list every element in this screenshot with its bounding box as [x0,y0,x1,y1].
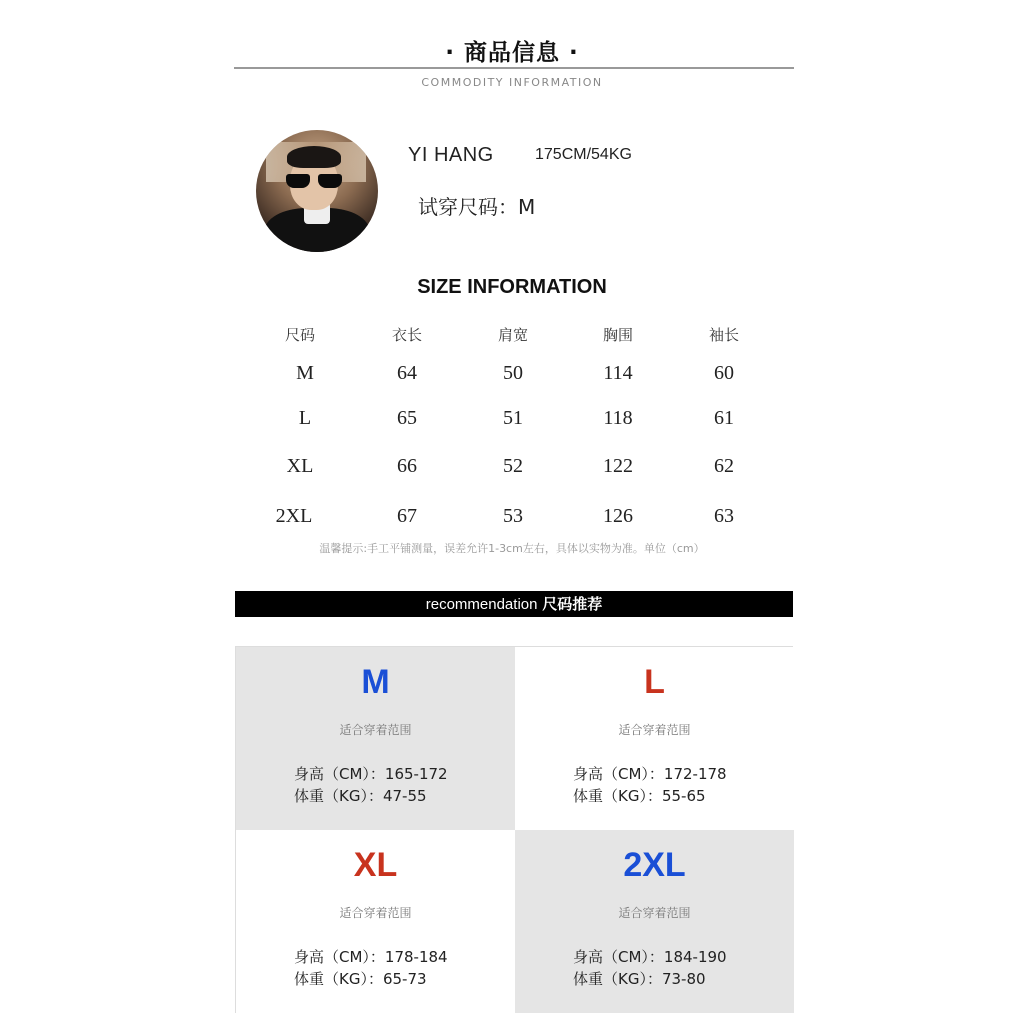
table-cell: 53 [503,505,523,527]
recommendation-label-cn: 尺码推荐 [542,595,603,613]
recommendation-label-en: recommendation [425,596,538,613]
table-header-shoulder: 肩宽 [497,326,528,344]
header-divider [234,67,794,69]
size-card-m [236,647,515,830]
size-card-label: 2XL [623,846,686,884]
table-header-chest: 胸围 [602,326,633,344]
recommendation-banner [235,591,793,617]
size-card-height: 身高（CM）：165-172 [294,765,448,783]
table-cell: M [296,362,314,384]
table-cell: 126 [603,505,633,527]
table-cell: 65 [397,407,417,429]
model-avatar [256,130,378,252]
size-card-subtitle: 适合穿着范围 [618,723,691,737]
size-card-subtitle: 适合穿着范围 [618,906,691,920]
table-header-sleeve: 袖长 [708,326,739,344]
size-card-height: 身高（CM）：178-184 [294,948,448,966]
model-height-weight: 175CM/54KG [535,146,632,163]
table-cell: 51 [503,407,523,429]
size-card-label: M [361,663,390,701]
size-card-height: 身高（CM）：184-190 [573,948,727,966]
size-card-weight: 体重（KG）：55-65 [573,787,706,805]
table-cell: 61 [714,407,734,429]
table-cell: 62 [714,455,734,477]
table-cell: 67 [397,505,417,527]
size-card-label: XL [353,846,398,884]
table-cell: 60 [714,362,734,384]
table-cell: L [298,407,312,429]
size-info-heading: SIZE INFORMATION [417,276,607,298]
measurement-note: 温馨提示:手工平铺测量，误差允许1-3cm左右，具体以实物为准。单位（cm） [319,542,705,555]
size-card-subtitle: 适合穿着范围 [339,906,412,920]
size-card-l [515,647,794,830]
size-recommendation-grid [235,646,793,1013]
size-card-height: 身高（CM）：172-178 [573,765,727,783]
table-cell: 66 [397,455,417,477]
size-card-weight: 体重（KG）：73-80 [573,970,706,988]
size-card-label: L [644,663,665,701]
table-cell: 114 [603,362,633,384]
table-header-length: 衣长 [391,326,422,344]
table-cell: 52 [503,455,523,477]
size-card-2xl [515,830,794,1013]
page-subtitle: COMMODITY INFORMATION [421,76,603,89]
size-card-subtitle: 适合穿着范围 [339,723,412,737]
table-cell: XL [286,455,314,477]
model-name: YI HANG [408,144,494,166]
size-card-weight: 体重（KG）：47-55 [294,787,427,805]
table-cell: 50 [503,362,523,384]
table-cell: 122 [603,455,633,477]
table-cell: 2XL [275,505,313,527]
model-try-size: 试穿尺码：M [418,195,536,219]
page-title: · 商品信息 · [445,40,579,66]
size-card-weight: 体重（KG）：65-73 [294,970,427,988]
table-cell: 64 [397,362,417,384]
table-header-size: 尺码 [284,326,315,344]
size-card-xl [236,830,515,1013]
table-cell: 63 [714,505,734,527]
table-cell: 118 [603,407,633,429]
